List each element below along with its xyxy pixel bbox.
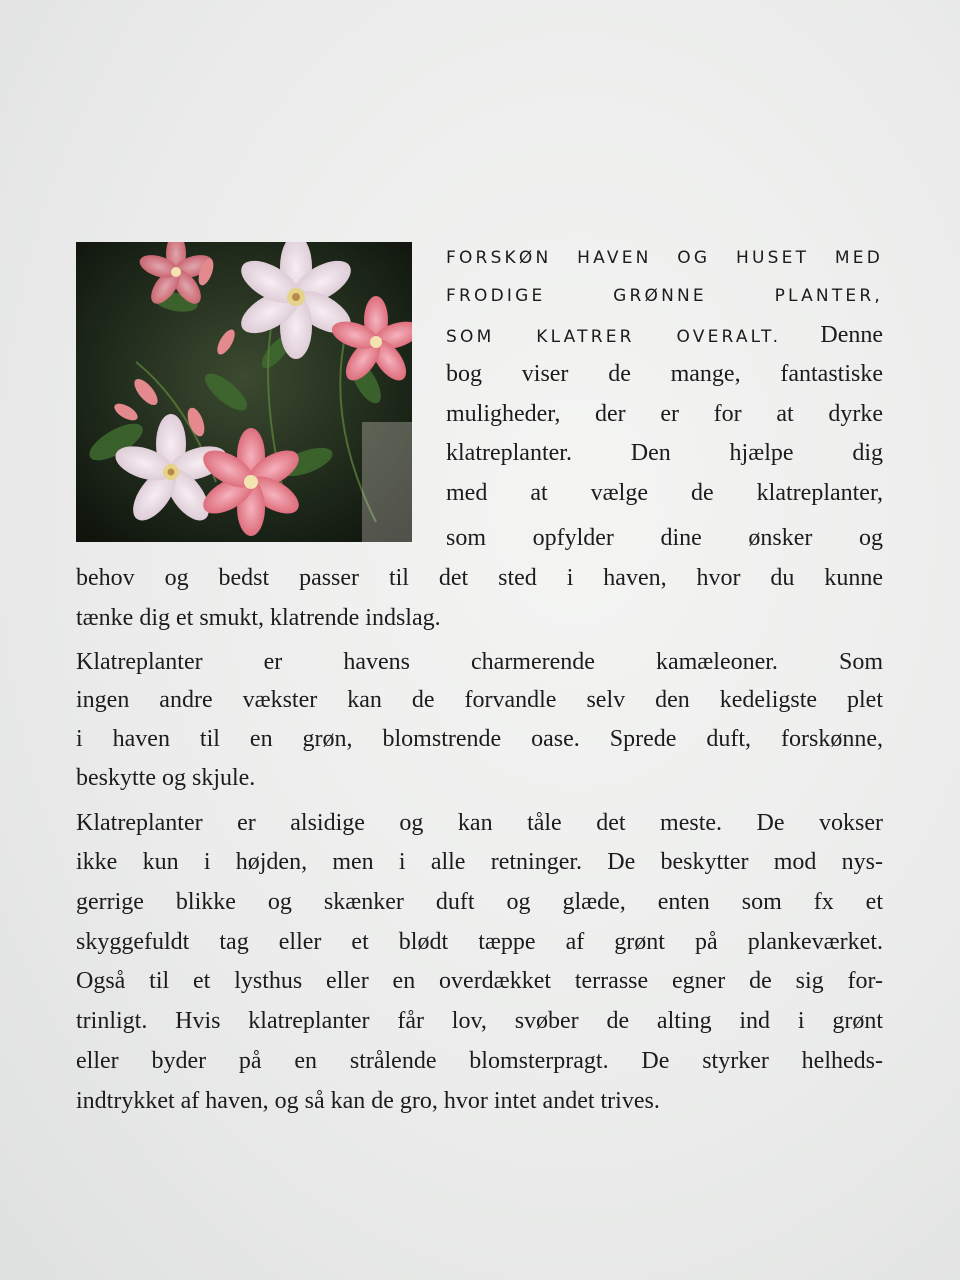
text-line: som opfylder dine ønsker og <box>446 525 883 551</box>
text-line: behov og bedst passer til det sted i haven, hvor du kunne <box>76 565 883 591</box>
text-line: FORSKØN HAVEN OG HUSET MED <box>446 248 883 268</box>
text-line: ikke kun i højden, men i alle retninger. De beskytter mod nys- <box>76 849 883 875</box>
text-line: gerrige blikke og skænker duft og glæde, enten som fx et <box>76 889 883 915</box>
clematis-flower-photo <box>76 242 412 542</box>
text-line: Klatreplanter er havens charmerende kamæleoner. Som <box>76 649 883 675</box>
text-line: med at vælge de klatreplanter, <box>446 480 883 506</box>
text-line: indtrykket af haven, og så kan de gro, hvor intet andet trives. <box>76 1088 660 1114</box>
text-line: eller byder på en strålende blomsterpragt. De styrker helheds- <box>76 1048 883 1074</box>
text-line: ingen andre vækster kan de forvandle selv den kedeligste plet <box>76 687 883 713</box>
text-line: FRODIGE GRØNNE PLANTER, <box>446 286 883 306</box>
text-line-caps: SOM KLATRER OVERALT. <box>446 327 782 347</box>
text-line: skyggefuldt tag eller et blødt tæppe af grønt på plankeværket. <box>76 929 883 955</box>
text-line: Klatreplanter er alsidige og kan tåle det meste. De vokser <box>76 810 883 836</box>
text-line-rest: Denne <box>820 322 884 348</box>
text-line: bog viser de mange, fantastiske <box>446 361 883 387</box>
text-line: beskytte og skjule. <box>76 765 256 791</box>
text-line: klatreplanter. Den hjælpe dig <box>446 440 883 466</box>
text-line: muligheder, der er for at dyrke <box>446 401 883 427</box>
text-line: i haven til en grøn, blomstrende oase. Sprede duft, forskønne, <box>76 726 883 752</box>
text-line: tænke dig et smukt, klatrende indslag. <box>76 605 441 631</box>
text-line: trinligt. Hvis klatreplanter får lov, svøber de alting ind i grønt <box>76 1008 883 1034</box>
text-line <box>446 318 883 352</box>
text-line: Også til et lysthus eller en overdækket terrasse egner de sig for- <box>76 968 883 994</box>
